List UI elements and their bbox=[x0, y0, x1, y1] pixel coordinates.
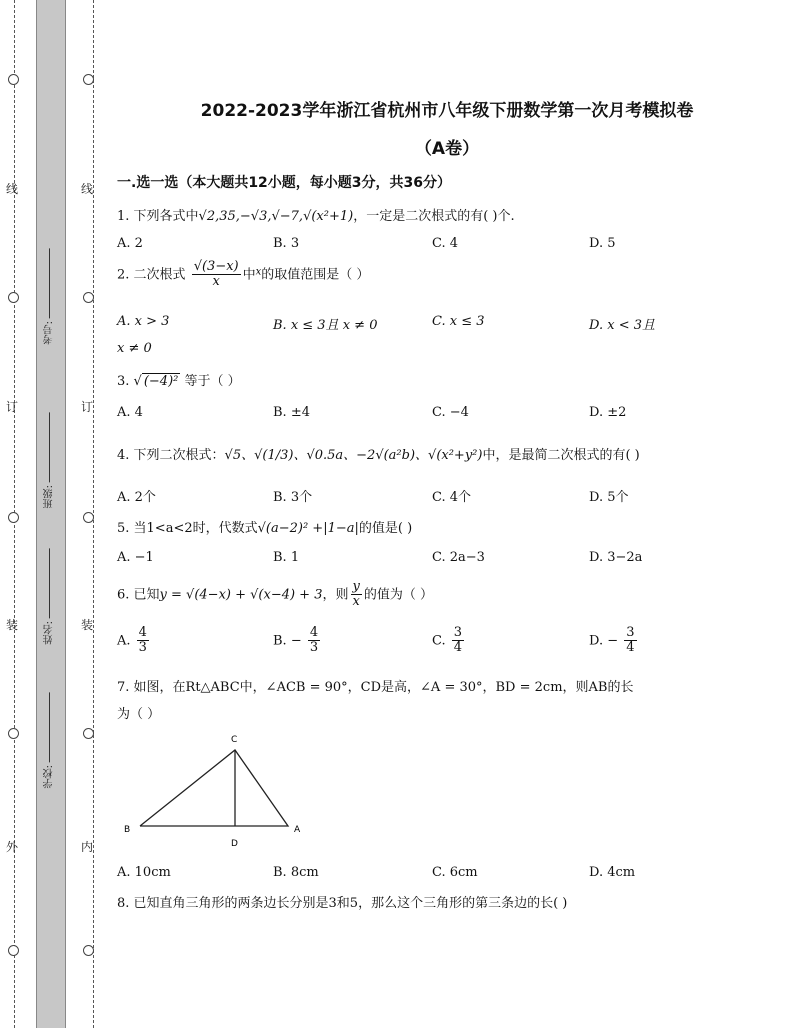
q5-option-a[interactable]: A. −1 bbox=[117, 550, 154, 565]
q7-option-d[interactable]: D. 4cm bbox=[589, 865, 636, 880]
question-1 bbox=[117, 205, 515, 224]
vertex-label-a: A bbox=[294, 825, 301, 835]
question-2 bbox=[117, 260, 369, 290]
binding-circle bbox=[8, 945, 19, 956]
q4-expression: √5、√(1/3)、√0.5a、−2√(a²b)、√(x²+y²) bbox=[224, 448, 483, 463]
binding-circle bbox=[83, 512, 94, 523]
q2-prefix: 2. 二次根式 bbox=[117, 267, 186, 283]
q3-option-a[interactable]: A. 4 bbox=[117, 405, 143, 420]
margin-label-ding-outer: 订 bbox=[6, 400, 19, 414]
q1-option-a[interactable]: A. 2 bbox=[117, 236, 143, 251]
question-7-line1: 7. 如图，在Rt△ABC中，∠ACB = 90°，CD是高，∠A = 30°，BD = 2cm，则AB的长 bbox=[117, 680, 634, 695]
q4-suffix: 中，是最简二次根式的有( ) bbox=[482, 448, 640, 463]
vertex-label-d: D bbox=[231, 839, 238, 848]
q5-option-b[interactable]: B. 1 bbox=[273, 550, 300, 565]
q1-option-d[interactable]: D. 5 bbox=[589, 236, 616, 251]
q2-suffix: 的取值范围是（ ） bbox=[261, 267, 370, 283]
q5-option-d[interactable]: D. 3−2a bbox=[589, 550, 643, 565]
q2-denominator: x bbox=[212, 274, 220, 290]
q6-expression: y = √(4−x) + √(x−4) + 3 bbox=[159, 587, 323, 603]
q6-option-a[interactable] bbox=[117, 626, 151, 656]
q6-suffix: 的值为（ ） bbox=[363, 587, 433, 603]
vertex-label-b: B bbox=[124, 825, 131, 835]
q3-prefix: 3. bbox=[117, 374, 130, 389]
q4-prefix: 4. 下列二次根式： bbox=[117, 448, 225, 463]
q2-fraction bbox=[192, 260, 241, 290]
triangle-outline bbox=[140, 750, 288, 826]
school-field[interactable] bbox=[42, 692, 57, 788]
q6-option-sign: − bbox=[607, 633, 619, 649]
question-7-line2: 为（ ） bbox=[117, 707, 161, 722]
q5-prefix: 5. 当1<a<2时，代数式 bbox=[117, 521, 258, 536]
q2-option-d-continued: x ≠ 0 bbox=[117, 341, 152, 356]
q6-option-den: 4 bbox=[453, 640, 463, 656]
margin-label-zhuang-outer: 装 bbox=[6, 618, 19, 632]
binding-strip bbox=[36, 0, 66, 1028]
q6-option-b[interactable] bbox=[273, 626, 322, 656]
q2-option-a[interactable]: A. x > 3 bbox=[117, 314, 170, 329]
margin-label-xian-inner: 线 bbox=[81, 182, 94, 196]
q6-option-d[interactable] bbox=[589, 626, 639, 656]
question-5 bbox=[117, 517, 412, 536]
margin-label-wai: 外 bbox=[6, 840, 19, 854]
q4-option-b[interactable]: B. 3个 bbox=[273, 490, 313, 505]
q6-option-num: 3 bbox=[453, 625, 463, 640]
binding-circle bbox=[83, 74, 94, 85]
q6-option-c[interactable] bbox=[432, 626, 466, 656]
section-heading: 一.选一选（本大题共12小题，每小题3分，共36分） bbox=[117, 175, 452, 191]
q1-prefix: 1. 下列各式中 bbox=[117, 209, 199, 224]
field-label: 学校: bbox=[44, 765, 55, 789]
q1-expression: √2,35,−√3,√−7,√(x²+1) bbox=[198, 209, 354, 224]
q1-option-b[interactable]: B. 3 bbox=[273, 236, 300, 251]
q5-option-c[interactable]: C. 2a−3 bbox=[432, 550, 485, 565]
class-field[interactable] bbox=[42, 412, 57, 508]
q2-option-c[interactable]: C. x ≤ 3 bbox=[432, 314, 485, 329]
binding-circle bbox=[83, 292, 94, 303]
q1-suffix: ，一定是二次根式的有( )个. bbox=[353, 209, 515, 224]
q4-option-d[interactable]: D. 5个 bbox=[589, 490, 629, 505]
field-label: 班级: bbox=[44, 485, 55, 509]
margin-label-nei: 内 bbox=[81, 840, 94, 854]
q6-frac-den: x bbox=[352, 594, 360, 610]
name-field[interactable] bbox=[42, 548, 57, 644]
page-subtitle: （A卷） bbox=[414, 139, 480, 159]
q5-expression: √(a−2)² +|1−a| bbox=[257, 521, 359, 536]
q3-expression: (−4)² bbox=[143, 374, 179, 389]
binding-circle bbox=[8, 74, 19, 85]
q7-option-a[interactable]: A. 10cm bbox=[117, 865, 171, 880]
q2-variable: x bbox=[255, 266, 262, 278]
q6-option-den: 3 bbox=[138, 640, 147, 656]
margin-label-zhuang-inner: 装 bbox=[81, 618, 94, 632]
q5-suffix: 的值是( ) bbox=[358, 521, 413, 536]
q6-frac-num: y bbox=[352, 579, 360, 594]
q6-option-num: 3 bbox=[626, 625, 635, 640]
q6-fraction bbox=[351, 580, 362, 610]
q2-numerator: √(3−x) bbox=[193, 259, 239, 274]
q6-option-num: 4 bbox=[309, 625, 319, 640]
field-label: 考号: bbox=[44, 321, 55, 345]
exam-number-field[interactable] bbox=[42, 248, 57, 344]
q6-option-label: C. bbox=[432, 633, 446, 649]
q2-mid: 中 bbox=[242, 267, 256, 283]
triangle-figure bbox=[118, 728, 318, 848]
q6-prefix: 6. 已知 bbox=[117, 587, 160, 603]
question-4 bbox=[117, 444, 640, 463]
binding-circle bbox=[8, 512, 19, 523]
q6-option-label: B. bbox=[273, 633, 287, 649]
q6-option-label: A. bbox=[117, 633, 131, 649]
q2-option-b[interactable]: B. x ≤ 3且 x ≠ 0 bbox=[273, 318, 378, 333]
q4-option-c[interactable]: C. 4个 bbox=[432, 490, 472, 505]
q1-option-c[interactable]: C. 4 bbox=[432, 236, 459, 251]
q2-option-d[interactable]: D. x < 3且 bbox=[589, 318, 655, 333]
margin-label-xian-outer: 线 bbox=[6, 182, 19, 196]
q6-option-sign: − bbox=[290, 633, 302, 649]
q3-suffix: 等于（ ） bbox=[184, 374, 241, 389]
q3-option-c[interactable]: C. −4 bbox=[432, 405, 469, 420]
sqrt-icon: √ bbox=[133, 374, 142, 389]
vertex-label-c: C bbox=[231, 735, 238, 745]
binding-circle bbox=[83, 945, 94, 956]
q6-mid: ，则 bbox=[322, 587, 349, 603]
margin-label-ding-inner: 订 bbox=[81, 400, 94, 414]
q6-option-num: 4 bbox=[138, 625, 147, 640]
q6-option-label: D. bbox=[589, 633, 604, 649]
field-label: 姓名: bbox=[44, 621, 55, 645]
binding-circle bbox=[83, 728, 94, 739]
q7-option-c[interactable]: C. 6cm bbox=[432, 865, 478, 880]
q3-option-b[interactable]: B. ±4 bbox=[273, 405, 310, 420]
q7-option-b[interactable]: B. 8cm bbox=[273, 865, 319, 880]
q3-option-d[interactable]: D. ±2 bbox=[589, 405, 627, 420]
q6-option-den: 4 bbox=[626, 640, 635, 656]
q6-option-den: 3 bbox=[309, 640, 319, 656]
page-title: 2022-2023学年浙江省杭州市八年级下册数学第一次月考模拟卷 bbox=[200, 101, 694, 121]
question-3 bbox=[117, 370, 241, 389]
binding-circle bbox=[8, 728, 19, 739]
question-6 bbox=[117, 580, 433, 610]
q4-option-a[interactable]: A. 2个 bbox=[117, 490, 156, 505]
binding-circle bbox=[8, 292, 19, 303]
question-8: 8. 已知直角三角形的两条边长分别是3和5，那么这个三角形的第三条边的长( ) bbox=[117, 896, 568, 911]
